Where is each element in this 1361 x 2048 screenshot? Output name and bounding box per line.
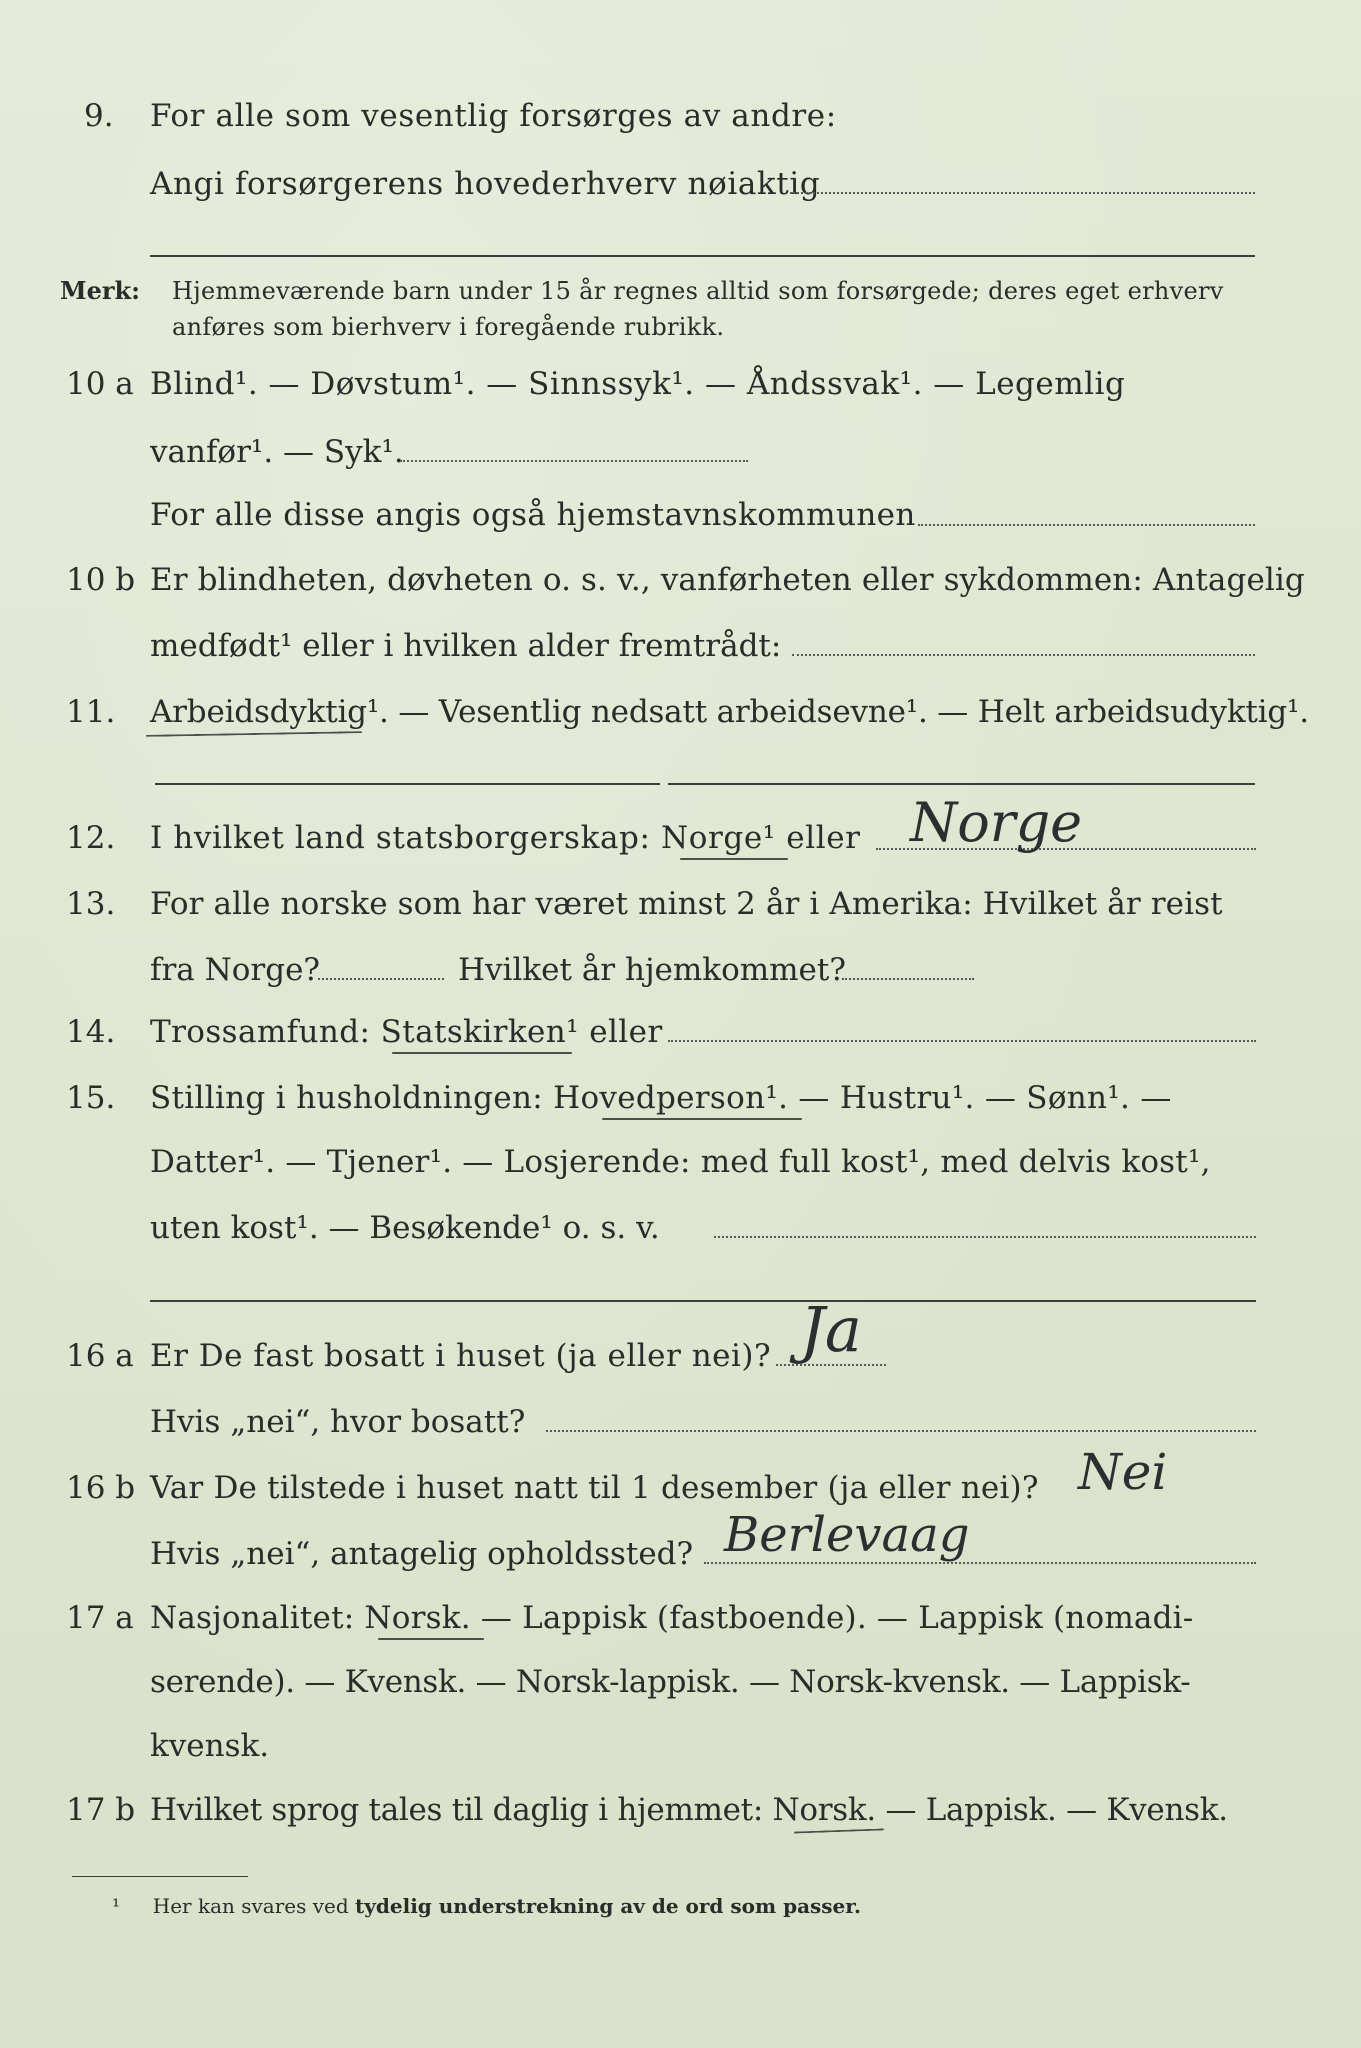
q17b-line1: Hvilket sprog tales til daglig i hjemmet: Norsk. — Lappisk. — Kvensk. xyxy=(150,1792,1228,1828)
q11-line1: Arbeidsdyktig¹. — Vesentlig nedsatt arbeidsevne¹. — Helt arbeidsudyktig¹. xyxy=(150,694,1309,730)
q10a-line3: For alle disse angis også hjemstavnskommunen xyxy=(150,497,916,533)
q11-number: 11. xyxy=(66,694,116,730)
q16b-handwritten-answer1: Nei xyxy=(1078,1443,1168,1501)
q16b-handwritten-answer2: Berlevaag xyxy=(724,1507,970,1563)
q13-line2b: Hvilket år hjemkommet? xyxy=(458,952,846,988)
merk-label: Merk: xyxy=(60,276,140,305)
q17a-underline-norsk xyxy=(378,1638,484,1640)
q16a-line2: Hvis „nei“, hvor bosatt? xyxy=(150,1404,526,1440)
q9-line1: For alle som vesentlig forsørges av andre: xyxy=(150,98,837,134)
q12-handwritten-answer: Norge xyxy=(910,791,1083,854)
q16a-bosatt-line xyxy=(546,1430,1256,1432)
q13-line1: For alle norske som har været minst 2 år i Amerika: Hvilket år reist xyxy=(150,886,1223,922)
footnote-divider xyxy=(72,1876,248,1877)
q13-number: 13. xyxy=(66,886,116,922)
footnote xyxy=(112,1894,861,1918)
q13-hjemkommet-line xyxy=(842,978,974,980)
q17a-line3: kvensk. xyxy=(150,1728,270,1764)
q14-line1: Trossamfund: Statskirken¹ eller xyxy=(150,1014,663,1050)
q10b-number: 10 b xyxy=(66,562,136,598)
q10a-line1: Blind¹. — Døvstum¹. — Sinnssyk¹. — Åndssvak¹. — Legemlig xyxy=(150,366,1126,402)
q10b-answer-line xyxy=(792,654,1255,656)
q9-line2: Angi forsørgerens hovederhverv nøiaktig xyxy=(150,166,821,202)
q16b-line2: Hvis „nei“, antagelig opholdssted? xyxy=(150,1536,694,1572)
merk-line2: anføres som bierhverv i foregående rubrikk. xyxy=(172,313,725,341)
q13-line2a: fra Norge? xyxy=(150,952,321,988)
q12-underline-norge xyxy=(680,858,788,860)
q10a-kommune-line xyxy=(918,524,1255,526)
q14-number: 14. xyxy=(66,1014,116,1050)
q15-number: 15. xyxy=(66,1080,116,1116)
q17a-line2: serende). — Kvensk. — Norsk-lappisk. — Norsk-kvensk. — Lappisk- xyxy=(150,1664,1191,1700)
q17b-underline-norsk xyxy=(794,1828,884,1833)
q15-extra-line xyxy=(150,1300,1256,1302)
q12-line1: I hvilket land statsborgerskap: Norge¹ eller xyxy=(150,820,861,856)
q11-line-right xyxy=(668,783,1255,785)
q10b-line1: Er blindheten, døvheten o. s. v., vanførheten eller sykdommen: Antagelig xyxy=(150,562,1305,598)
q14-answer-line xyxy=(668,1040,1256,1042)
q17a-number: 17 a xyxy=(66,1600,134,1636)
q17b-number: 17 b xyxy=(66,1792,136,1828)
q15-answer-line xyxy=(714,1236,1256,1238)
q11-line-left xyxy=(155,783,660,785)
q12-number: 12. xyxy=(66,820,116,856)
merk-line1: Hjemmeværende barn under 15 år regnes alltid som forsørgede; deres eget erhverv xyxy=(172,277,1224,305)
q10b-line2: medfødt¹ eller i hvilken alder fremtrådt: xyxy=(150,628,782,664)
q11-underline-arbeidsdyktig xyxy=(146,731,362,737)
q9-extra-line xyxy=(150,255,1255,257)
q16a-line1: Er De fast bosatt i huset (ja eller nei)? xyxy=(150,1338,772,1374)
q13-reist-line xyxy=(318,978,444,980)
q16b-number: 16 b xyxy=(66,1470,136,1506)
q9-number: 9. xyxy=(84,98,114,134)
q10a-number: 10 a xyxy=(66,366,134,402)
q15-line3: uten kost¹. — Besøkende¹ o. s. v. xyxy=(150,1210,660,1246)
footnote-text-a: Her kan svares ved xyxy=(152,1894,356,1918)
q15-underline-hovedperson xyxy=(602,1118,802,1120)
q10a-line2: vanfør¹. — Syk¹. xyxy=(150,434,404,470)
q14-underline-statskirken xyxy=(392,1052,572,1054)
q16a-number: 16 a xyxy=(66,1338,134,1374)
q9-answer-line xyxy=(790,192,1255,194)
q15-line1: Stilling i husholdningen: Hovedperson¹. — Hustru¹. — Sønn¹. — xyxy=(150,1080,1172,1116)
footnote-mark: ¹ xyxy=(112,1894,121,1918)
q16b-line1: Var De tilstede i huset natt til 1 desember (ja eller nei)? xyxy=(150,1470,1039,1506)
q16a-handwritten-answer: Ja xyxy=(800,1293,862,1366)
q17a-line1: Nasjonalitet: Norsk. — Lappisk (fastboende). — Lappisk (nomadi- xyxy=(150,1600,1194,1636)
q15-line2: Datter¹. — Tjener¹. — Losjerende: med full kost¹, med delvis kost¹, xyxy=(150,1144,1211,1180)
footnote-text-b: tydelig understrekning av de ord som passer. xyxy=(355,1894,861,1918)
q10a-answer-line xyxy=(400,460,748,462)
